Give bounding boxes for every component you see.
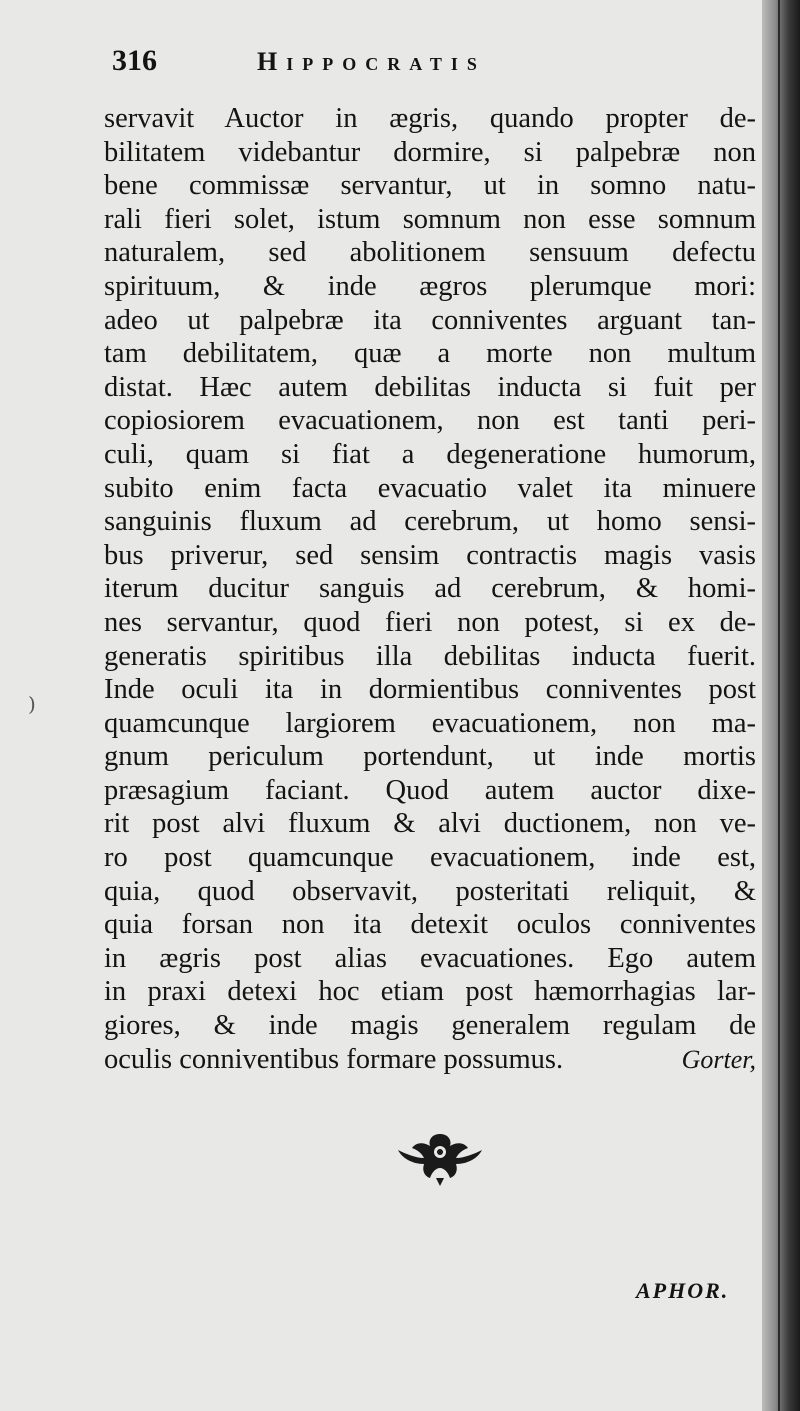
text-line-content: quia forsan non ita detexit oculos conniventes [104,909,756,941]
text-line-content: in ægris post alias evacuationes. Ego autem [104,942,756,974]
text-line [104,908,756,942]
text-line-content: ro post quamcunque evacuationem, inde est, [104,842,756,874]
text-line [104,337,756,371]
text-line [104,539,756,573]
text-line [104,1043,756,1077]
text-line-content: in praxi detexi hoc etiam post hæmorrhagias lar- [104,976,756,1008]
text-line [104,774,756,808]
text-line [104,304,756,338]
body-text [104,102,756,1076]
text-line [104,102,756,136]
running-head: Hippocratis [257,47,486,76]
text-line [104,942,756,976]
text-line-content: nes servantur, quod fieri non potest, si ex de- [104,606,756,638]
text-line-content: servavit Auctor in ægris, quando propter de- [104,103,756,134]
text-line-content: quia, quod observavit, posteritati reliquit, & [104,875,756,907]
text-line [104,1009,756,1043]
text-line [104,236,756,270]
text-line [104,572,756,606]
text-line [104,505,756,539]
text-line [104,404,756,438]
text-line-content: bilitatem videbantur dormire, si palpebræ non [104,136,756,168]
text-line-content: distat. Hæc autem debilitas inducta si fuit per [104,371,756,403]
text-line-content: culi, quam si fiat a degeneratione humorum, [104,438,756,470]
catchword: APHOR. [636,1278,730,1303]
text-line-content: quamcunque largiorem evacuationem, non ma- [104,707,756,739]
text-line-content: rali fieri solet, istum somnum non esse somnum [104,203,756,235]
text-line [104,136,756,170]
text-line-content: spirituum, & inde ægros plerumque mori: [104,270,756,302]
page-number: 316 [112,44,157,77]
text-line-content: bene commissæ servantur, ut in somno natu- [104,170,756,202]
text-line [104,975,756,1009]
text-line [104,472,756,506]
text-line-content: copiosiorem evacuationem, non est tanti peri- [104,405,756,437]
text-line [104,673,756,707]
text-line-content: adeo ut palpebræ ita conniventes arguant tan- [104,304,756,336]
text-line-content: tam debilitatem, quæ a morte non multum [104,338,756,370]
page-header [112,44,612,84]
text-line [104,875,756,909]
text-line [104,606,756,640]
text-line-content: oculis conniventibus formare possumus. [104,1043,564,1075]
text-line-content: rit post alvi fluxum & alvi ductionem, non ve- [104,808,756,840]
author-name: Gorter, [681,1044,756,1074]
text-line-content: bus priverur, sed sensim contractis magis vasis [104,539,756,571]
text-line-content: subito enim facta evacuatio valet ita minuere [104,472,756,504]
text-line-content: iterum ducitur sanguis ad cerebrum, & homi- [104,573,756,605]
text-line-content: sanguinis fluxum ad cerebrum, ut homo sensi- [104,506,756,538]
text-line [104,438,756,472]
text-line-content: naturalem, sed abolitionem sensuum defectu [104,237,756,269]
text-line [104,740,756,774]
text-line [104,841,756,875]
text-line-content: giores, & inde magis generalem regulam de [104,1010,756,1042]
text-line [104,371,756,405]
text-line [104,807,756,841]
text-line [104,169,756,203]
text-line [104,707,756,741]
text-line-content: præsagium faciant. Quod autem auctor dixe- [104,774,756,806]
text-line [104,203,756,237]
book-gutter [762,0,800,1411]
text-line-content: generatis spiritibus illa debilitas inducta fuerit. [104,640,756,672]
text-line [104,270,756,304]
text-line-content: gnum periculum portendunt, ut inde mortis [104,741,756,773]
printers-ornament [392,1128,488,1188]
margin-mark: ) [28,692,36,716]
page-edge [778,0,780,1411]
text-line-content: Inde oculi ita in dormientibus conniventes post [104,674,756,706]
text-line [104,640,756,674]
